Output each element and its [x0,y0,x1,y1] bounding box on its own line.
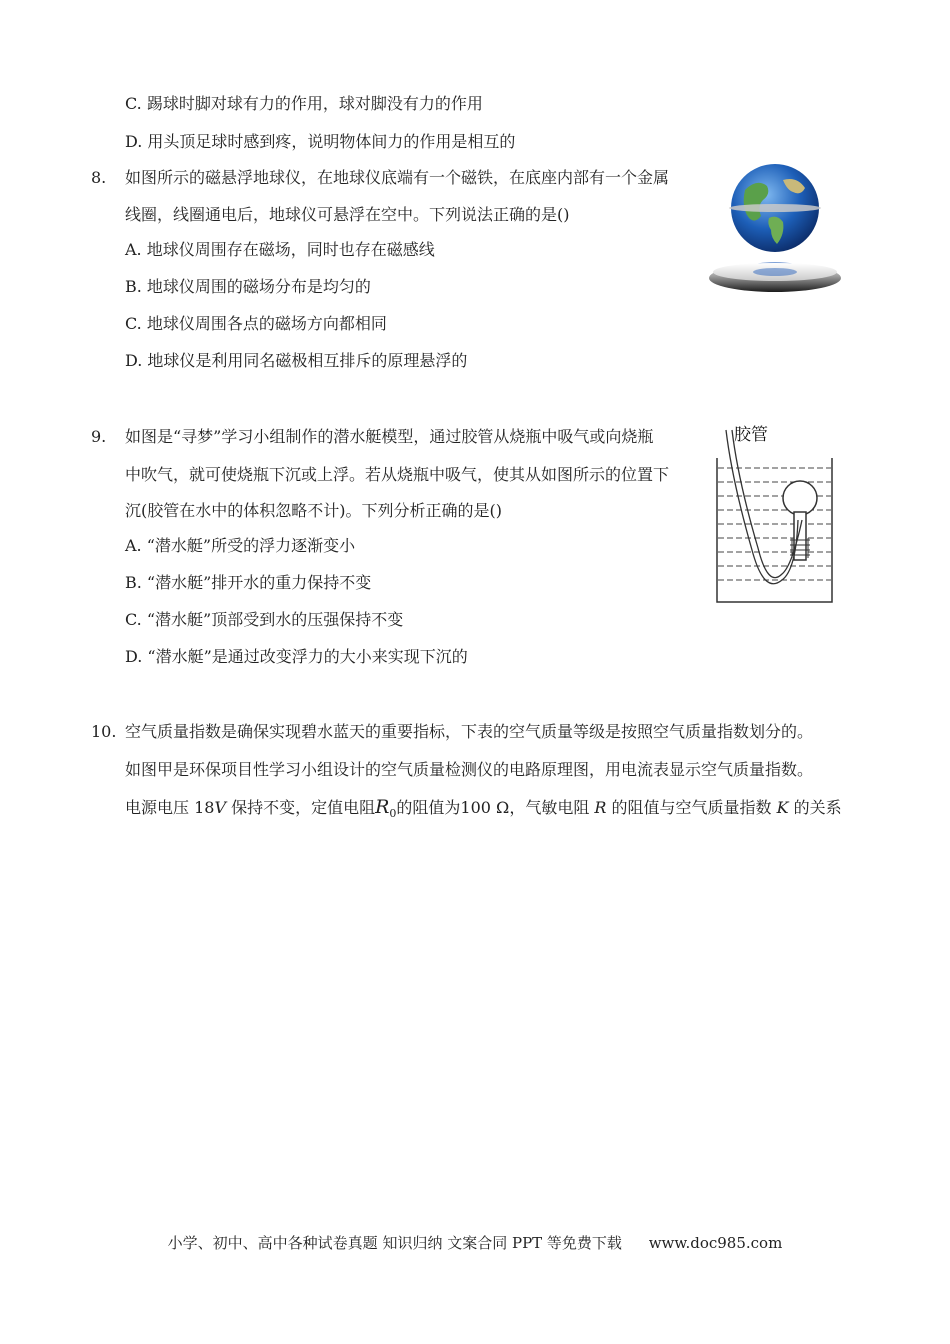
voltage-unit: V [214,798,227,817]
q10-text-a: 电源电压 18 [125,798,215,817]
q10-text-b: 保持不变，定值电阻 [226,798,376,817]
q8-number: 8. [91,168,107,187]
q8-stem-line2: 线圈，线圈通电后，地球仪可悬浮在空中。下列说法正确的是() [125,205,570,224]
page-footer [0,1232,950,1253]
q9-number: 9. [91,427,107,446]
q10-text-e: 的关系 [788,798,842,817]
r-symbol: R [594,798,607,817]
q10-stem-line1: 空气质量指数是确保实现碧水蓝天的重要指标，下表的空气质量等级是按照空气质量指数划分的。 [125,722,814,741]
footer-url[interactable]: www.doc985.com [648,1234,783,1252]
q10-number: 10. [91,722,117,741]
q9-stem-line3: 沉(胶管在水中的体积忽略不计)。下列分析正确的是() [125,501,502,520]
maglev-globe-figure [705,160,845,302]
q9-stem-line1: 如图是“寻梦”学习小组制作的潜水艇模型，通过胶管从烧瓶中吸气或向烧瓶 [125,427,654,446]
submarine-model-figure [712,420,842,606]
q7-option-d: D. 用头顶足球时感到疼，说明物体间力的作用是相互的 [125,132,516,151]
q10-stem-line2: 如图甲是环保项目性学习小组设计的空气质量检测仪的电路原理图，用电流表显示空气质量指数。 [125,760,814,779]
q10-stem-line3 [125,797,842,824]
k-symbol: K [776,798,789,817]
q7-option-c: C. 踢球时脚对球有力的作用，球对脚没有力的作用 [125,94,483,113]
q9-option-c: C. “潜水艇”顶部受到水的压强保持不变 [125,610,404,629]
q8-option-b: B. 地球仪周围的磁场分布是均匀的 [125,277,371,296]
q9-option-b: B. “潜水艇”排开水的重力保持不变 [125,573,372,592]
q8-option-c: C. 地球仪周围各点的磁场方向都相同 [125,314,387,333]
q10-text-c: 的阻值为100 Ω，气敏电阻 [396,798,595,817]
q8-stem-line1: 如图所示的磁悬浮地球仪，在地球仪底端有一个磁铁，在底座内部有一个金属 [125,168,670,187]
hose-label: 胶管 [734,425,768,445]
q9-stem-line2: 中吹气，就可使烧瓶下沉或上浮。若从烧瓶中吸气，使其从如图所示的位置下 [125,465,670,484]
q8-option-d: D. 地球仪是利用同名磁极相互排斥的原理悬浮的 [125,351,468,370]
r0-symbol: R [375,796,390,818]
q8-option-a: A. 地球仪周围存在磁场，同时也存在磁感线 [125,240,435,259]
footer-text: 小学、初中、高中各种试卷真题 知识归纳 文案合同 PPT 等免费下载 [167,1234,622,1252]
r0-subscript: 0 [389,807,397,821]
q9-option-a: A. “潜水艇”所受的浮力逐渐变小 [125,536,356,555]
q10-text-d: 的阻值与空气质量指数 [606,798,777,817]
q9-option-d: D. “潜水艇”是通过改变浮力的大小来实现下沉的 [125,647,468,666]
